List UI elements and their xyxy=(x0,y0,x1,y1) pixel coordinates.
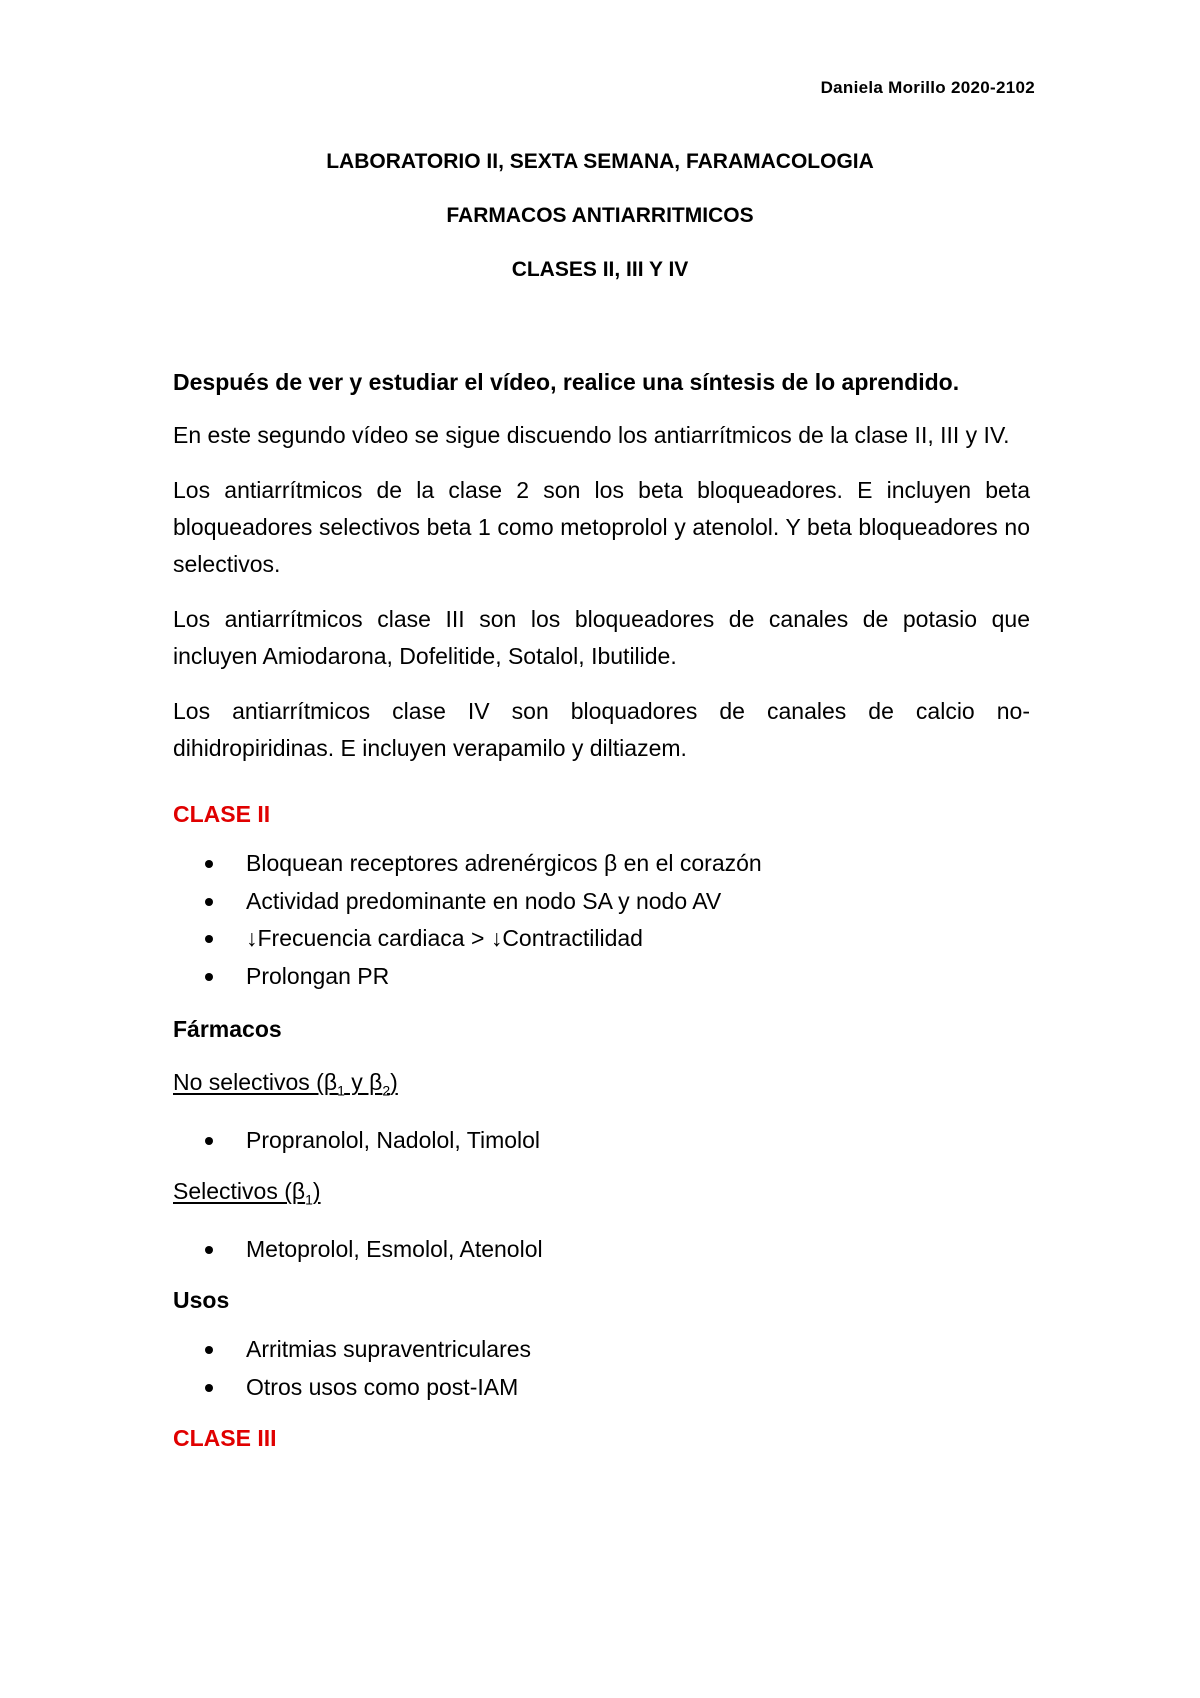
subscript: 2 xyxy=(382,1082,391,1099)
label-text: Selectivos (β xyxy=(173,1178,306,1205)
selectivos-label xyxy=(173,1173,1030,1219)
list-item xyxy=(173,920,1030,958)
list-item xyxy=(173,958,1030,996)
list-item-text: Arritmias supraventriculares xyxy=(246,1336,532,1363)
title-line-3: CLASES II, III Y IV xyxy=(511,258,689,281)
author-header: Daniela Morillo 2020-2102 xyxy=(820,78,1035,97)
title-block xyxy=(0,148,1200,310)
label-text: No selectivos (β xyxy=(173,1069,338,1095)
usos-list xyxy=(173,1331,1030,1406)
list-item-text: Otros usos como post-IAM xyxy=(246,1373,519,1400)
no-selectivos-underlined xyxy=(173,1069,398,1099)
paragraph: En este segundo vídeo se sigue discuendo los antiarrítmicos de la clase II, III y IV. xyxy=(173,422,1010,448)
list-item-text: ↓Frecuencia cardiaca > ↓Contractilidad xyxy=(246,925,643,951)
bullet-icon xyxy=(205,1246,213,1254)
usos-heading: Usos xyxy=(173,1287,230,1314)
list-item xyxy=(173,1231,1030,1269)
bullet-icon xyxy=(205,860,213,868)
subscript: 1 xyxy=(305,1191,313,1208)
no-selectivos-label xyxy=(173,1064,1030,1110)
label-text: y β xyxy=(344,1069,383,1095)
list-item xyxy=(173,1331,1030,1369)
clase-ii-section xyxy=(173,796,1030,1457)
bullet-icon xyxy=(205,1346,213,1354)
bullet-icon xyxy=(205,935,213,943)
paragraph: Los antiarrítmicos de la clase 2 son los beta bloqueadores. E incluyen beta bloqueadores selectivos beta 1 como metoprolol y atenolol. Y beta bloqueadores no selectivos. xyxy=(173,477,1030,577)
bullet-icon xyxy=(205,1384,213,1392)
clase-ii-heading: CLASE II xyxy=(173,801,271,827)
label-text: ) xyxy=(312,1178,321,1205)
label-text: ) xyxy=(390,1069,398,1095)
selectivos-underlined xyxy=(173,1178,321,1208)
bullet-icon xyxy=(205,898,213,906)
list-item-text: Prolongan PR xyxy=(246,962,390,989)
list-item xyxy=(173,1369,1030,1407)
clase-iii-heading: CLASE III xyxy=(173,1425,277,1452)
clase-ii-bullet-list xyxy=(173,845,1030,995)
list-item-text: Metoprolol, Esmolol, Atenolol xyxy=(246,1235,543,1262)
no-selectivos-list xyxy=(173,1122,1030,1160)
list-item-text: Propranolol, Nadolol, Timolol xyxy=(246,1126,541,1153)
paragraph: Los antiarrítmicos clase III son los bloqueadores de canales de potasio que incluyen Amiodarona, Dofelitide, Sotalol, Ibutilide. xyxy=(173,606,1030,669)
list-item xyxy=(173,845,1030,883)
assignment-prompt: Después de ver y estudiar el vídeo, realice una síntesis de lo aprendido. xyxy=(173,369,960,395)
list-item-text: Bloquean receptores adrenérgicos β en el corazón xyxy=(246,850,762,876)
title-line-1: LABORATORIO II, SEXTA SEMANA, FARAMACOLOGIA xyxy=(326,150,874,173)
list-item xyxy=(173,883,1030,921)
bullet-icon xyxy=(205,973,213,981)
farmacos-heading: Fármacos xyxy=(173,1016,282,1042)
selectivos-list xyxy=(173,1231,1030,1269)
list-item xyxy=(173,1122,1030,1160)
synthesis-section xyxy=(173,364,1030,785)
list-item-text: Actividad predominante en nodo SA y nodo AV xyxy=(246,887,722,914)
title-line-2: FARMACOS ANTIARRITMICOS xyxy=(446,204,754,227)
bullet-icon xyxy=(205,1137,213,1145)
subscript: 1 xyxy=(337,1082,345,1099)
paragraph: Los antiarrítmicos clase IV son bloquadores de canales de calcio no-dihidropiridinas. E incluyen verapamilo y diltiazem. xyxy=(173,698,1030,761)
